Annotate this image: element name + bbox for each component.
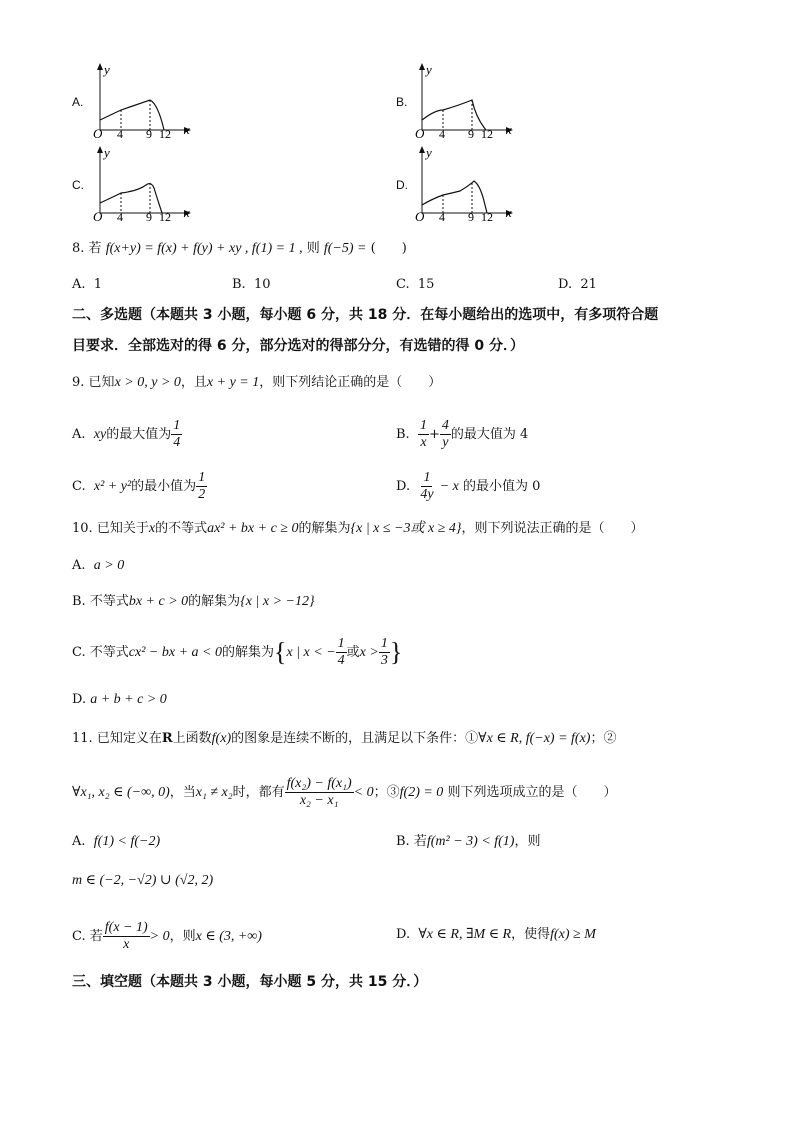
x-axis-label: x: [506, 205, 512, 220]
y-axis-label: y: [104, 62, 110, 77]
q8-option-c: C. 15: [396, 277, 435, 292]
tick-4: 4: [439, 127, 445, 140]
origin-label: O: [93, 126, 103, 140]
q11-option-b: B. 若f(m² − 3) < f(1)，则: [396, 834, 541, 849]
question-11-stem-line1: 11. 已知定义在R上函数f(x)的图象是连续不断的，且满足以下条件：①∀x ∈ R, f(−x) = f(x)；②: [72, 731, 617, 746]
tick-9: 9: [146, 210, 152, 223]
q10-option-a: A. a > 0: [72, 558, 125, 573]
tick-12: 12: [481, 127, 493, 140]
graph-c: [88, 143, 198, 223]
section-2-heading-line1: 二、多选题（本题共 3 小题，每小题 6 分，共 18 分．在每小题给出的选项中，有多项符合题: [72, 307, 659, 323]
q11-option-d: D. ∀x ∈ R, ∃M ∈ R，使得f(x) ≥ M: [396, 927, 596, 942]
question-8-stem: 8. 若 f(x+y) = f(x) + f(y) + xy , f(1) = 1 , 则 f(−5) = ( ): [72, 241, 407, 256]
q9-option-b: B. $\frac{1}{x}$ + $\frac{4}{y}$ 的最大值为 4: [396, 418, 529, 450]
graph-d-label: D.: [396, 178, 408, 192]
q8-option-d: D. 21: [558, 277, 597, 292]
tick-9: 9: [468, 127, 474, 140]
question-10-stem: 10. 已知关于x的不等式ax² + bx + c ≥ 0的解集为{x | x ≤ −3或 x ≥ 4}，则下列说法正确的是（ ）: [72, 521, 644, 536]
y-axis-label: y: [426, 145, 432, 160]
q8-option-b: B. 10: [232, 277, 271, 292]
q9-option-a: A. xy的最大值为 $\frac{1}{4}$: [72, 418, 181, 450]
x-axis-label: x: [184, 122, 190, 137]
graph-c-label: C.: [72, 178, 84, 192]
tick-9: 9: [146, 127, 152, 140]
tick-12: 12: [481, 210, 493, 223]
q8-option-a: A. 1: [72, 277, 103, 292]
tick-12: 12: [159, 210, 171, 223]
tick-4: 4: [117, 210, 123, 223]
q11-option-b-continued: m ∈ (−2, −√2) ∪ (√2, 2): [72, 873, 214, 888]
q10-option-c: C. 不等式cx² − bx + a < 0的解集为{x | x < − $\frac{1}{4}$ 或x > $\frac{1}{3}$ }: [72, 636, 403, 668]
graph-a: [88, 60, 198, 140]
tick-4: 4: [439, 210, 445, 223]
origin-label: O: [415, 126, 425, 140]
section-3-heading: 三、填空题（本题共 3 小题，每小题 5 分，共 15 分．）: [72, 974, 428, 990]
section-2-heading-line2: 目要求．全部选对的得 6 分，部分选对的得部分分，有选错的得 0 分．）: [72, 338, 524, 354]
graph-b-label: B.: [396, 95, 408, 109]
question-11-stem-line2: ∀x₁, x₂ ∈ (−∞, 0)，当x₁ ≠ x₂时，都有 $\frac{\text{f(x₂) − f(x₁)}}{\text{x₂ − x₁}}$ < 0；③f(2) = 0 则下列选项成立的是（ ）: [72, 776, 617, 808]
graph-d: [410, 143, 520, 223]
question-9-stem: 9. 已知x > 0, y > 0，且x + y = 1，则下列结论正确的是（ ）: [72, 375, 442, 390]
y-axis-label: y: [104, 145, 110, 160]
graph-b: [410, 60, 520, 140]
q11-option-c: C. 若 $\frac{f(x - 1)}{x}$ > 0，则x ∈ (3, +∞): [72, 920, 262, 952]
q10-option-b: B. 不等式bx + c > 0的解集为{x | x > −12}: [72, 594, 315, 609]
q10-option-d: D. a + b + c > 0: [72, 692, 167, 707]
q9-option-d: D. $\frac{1}{4y}$ − x 的最小值为 0: [396, 470, 541, 502]
origin-label: O: [93, 209, 103, 223]
graph-a-label: A.: [72, 95, 84, 109]
tick-4: 4: [117, 127, 123, 140]
tick-9: 9: [468, 210, 474, 223]
q11-option-a: A. f(1) < f(−2): [72, 834, 161, 849]
x-axis-label: x: [184, 205, 190, 220]
x-axis-label: x: [506, 122, 512, 137]
q9-option-c: C. x² + y²的最小值为 $\frac{1}{2}$: [72, 470, 206, 502]
tick-12: 12: [159, 127, 171, 140]
y-axis-label: y: [426, 62, 432, 77]
origin-label: O: [415, 209, 425, 223]
